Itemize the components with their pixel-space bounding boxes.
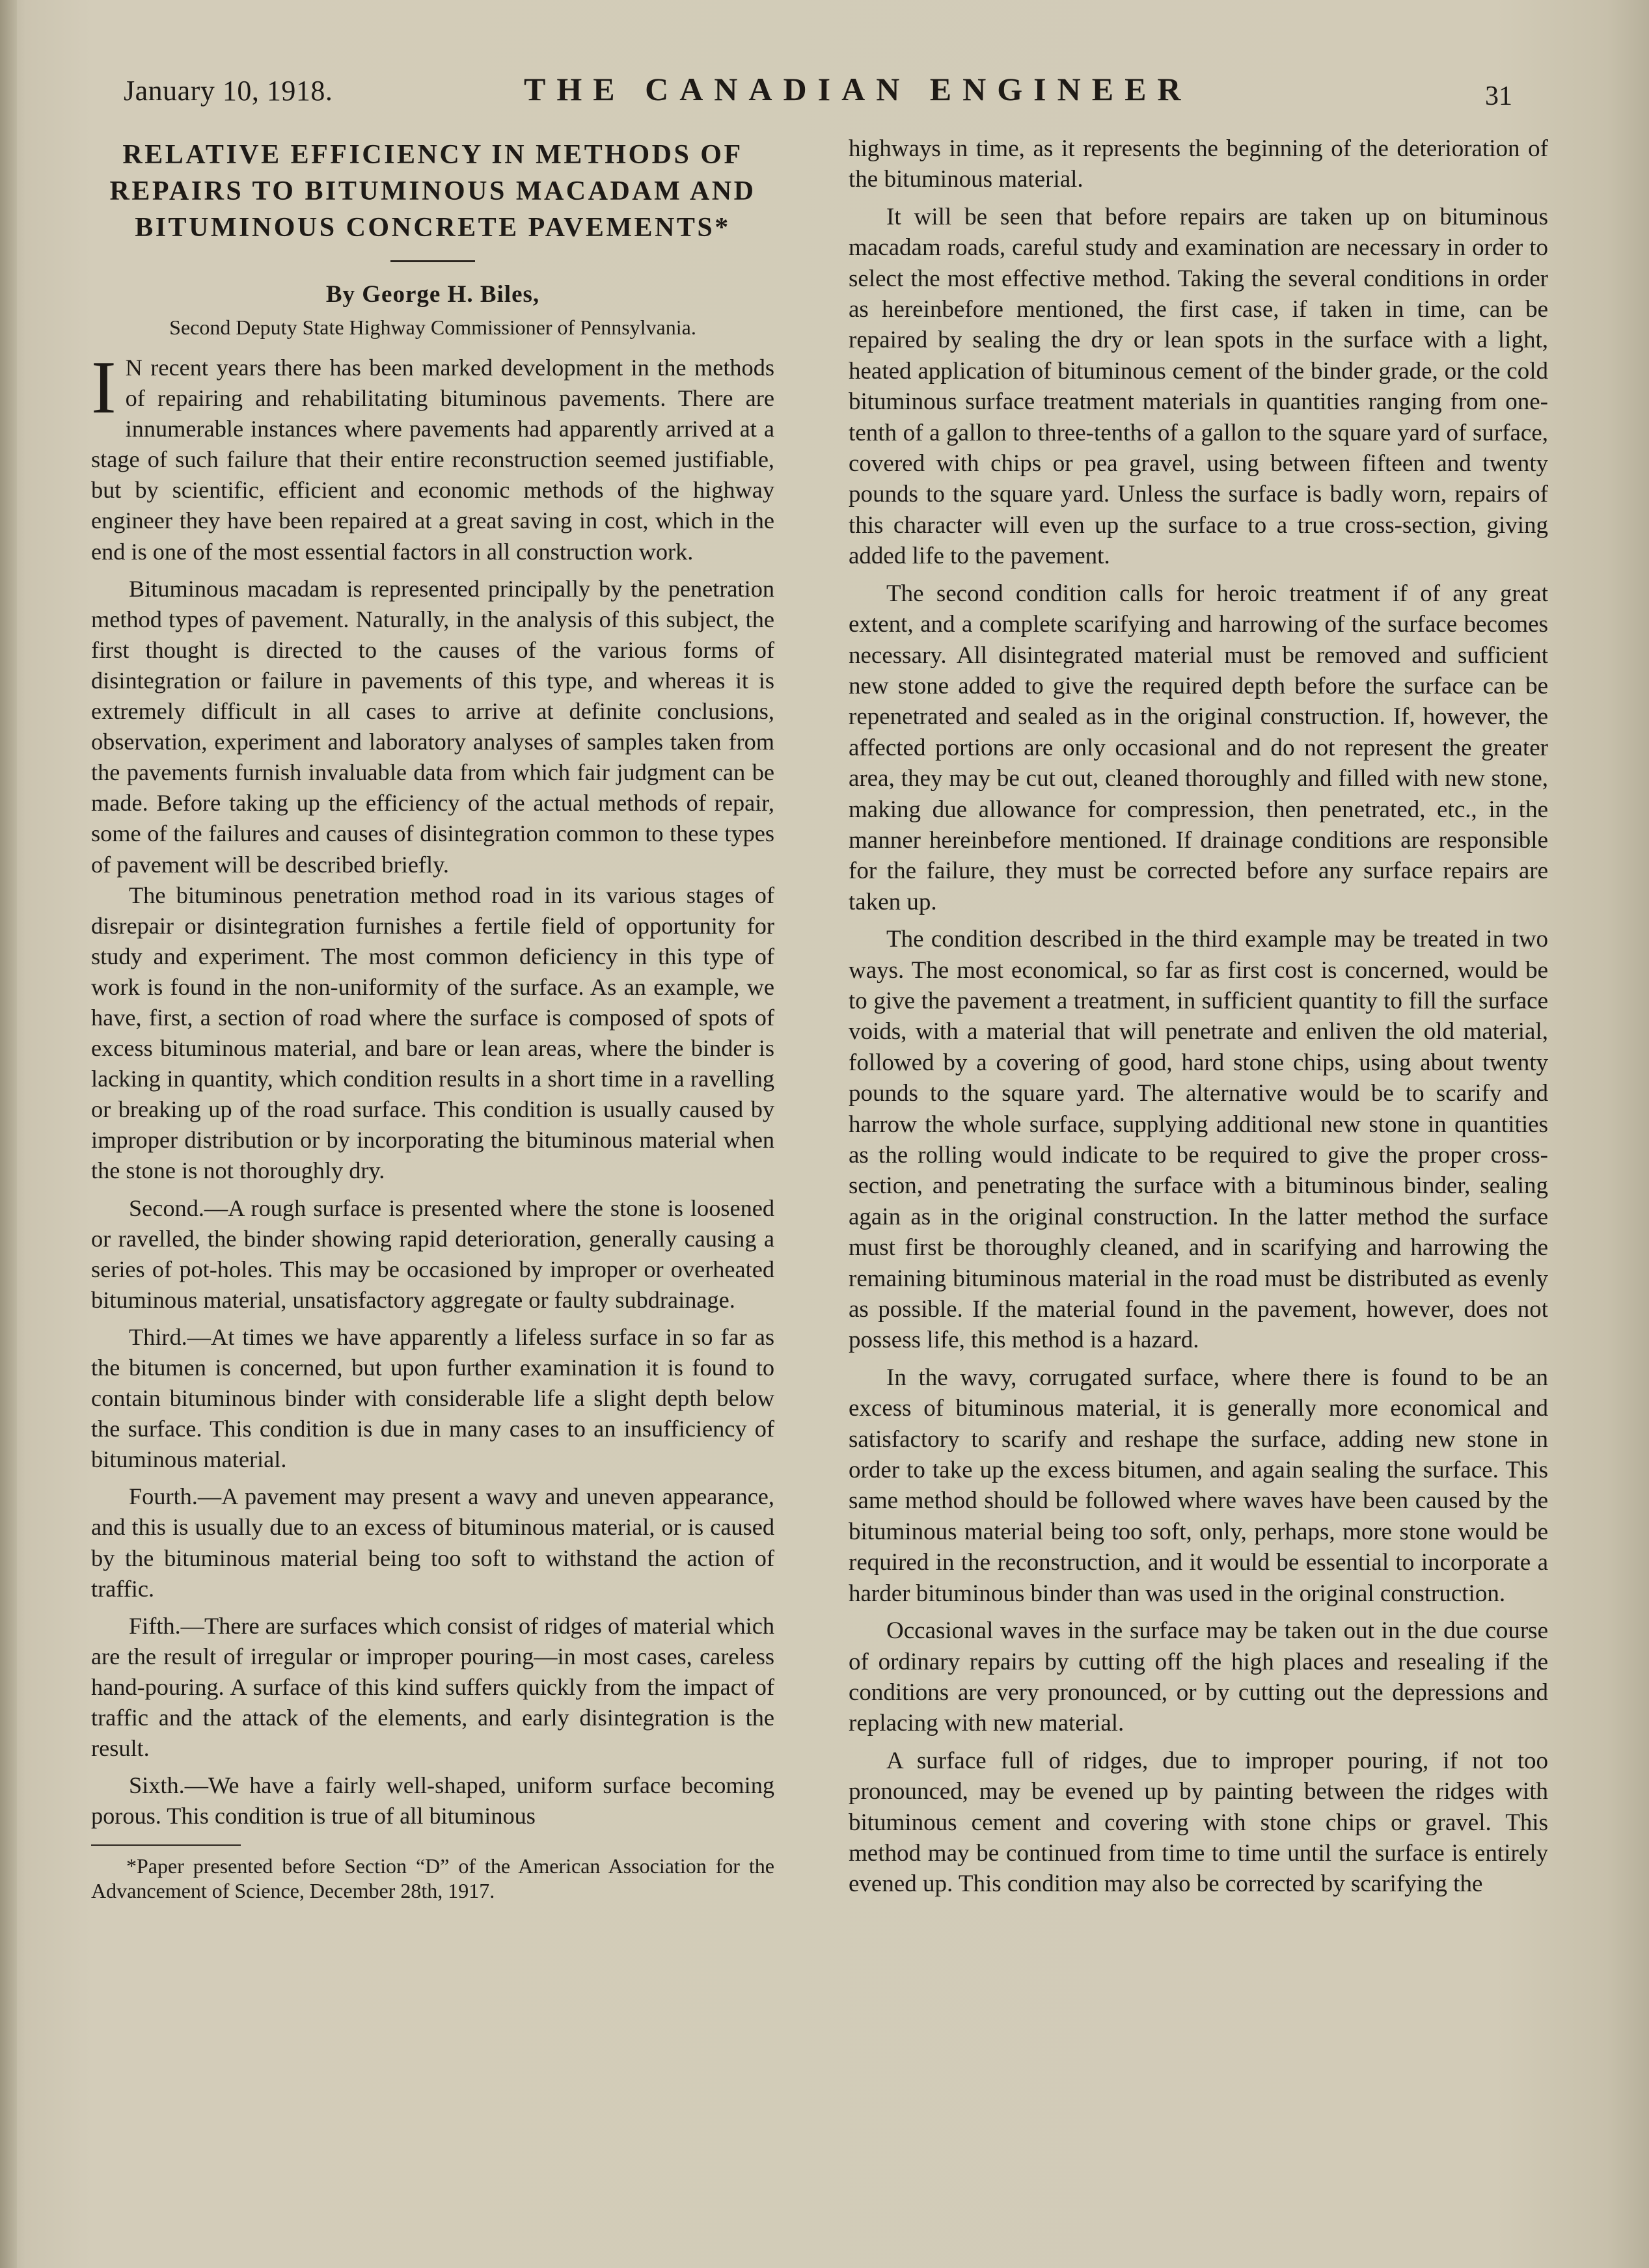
right-column	[849, 133, 1548, 1900]
paragraph: The condition described in the third example may be treated in two ways. The most economical, so far as first cost is concerned, would be to give the pavement a treatment, in sufficient quantity to fill the surface voids, with a material that will penetrate and enliven the old material, followed by a covering of good, hard stone chips, using about twenty pounds to the square yard. The alternative would be to scarify and harrow the whole surface, supplying additional new stone in quantities as the rolling would indicate to be required to give the proper cross-section, and penetrating the surface with a bituminous binder, sealing again as in the original construction. In the latter method the surface must first be thoroughly cleaned, and in scarifying and harrowing the remaining bituminous material in the road must be distributed as evenly as possible. If the material found in the pavement, however, does not possess life, this method is a hazard.	[849, 926, 1548, 1354]
paragraph: It will be seen that before repairs are taken up on bituminous macadam roads, careful study and examination are necessary in order to select the most effective method. Taking the several conditions in order as hereinbefore mentioned, the first case, if taken in time, can be repaired by sealing the dry or lean spots in the surface with a light, heated application of bituminous cement of the binder grade, or the cold bituminous surface treatment materials in quantities ranging from one-tenth of a gallon to three-tenths of a gallon to the square yard of surface, covered with chips or pea gravel, using between fifteen and twenty pounds to the square yard. Unless the surface is badly worn, repairs of this character will even up the surface to a true cross-section, giving added life to the pavement.	[849, 203, 1548, 570]
paragraph: Fifth.—There are surfaces which consist of ridges of material which are the result of irregular or improper pouring—in most cases, careless hand-pouring. A surface of this kind suffers quickly from the impact of traffic and the attack of the elements, and early disintegration is the result.	[91, 1612, 774, 1762]
paragraph: A surface full of ridges, due to improper pouring, if not too pronounced, may be evened up by painting between the ridges with bituminous cement and covering with stone chips or gravel. This method may be continued from time to time until the surface is entirely evened up. This condition may also be corrected by scarifying the	[849, 1747, 1548, 1898]
article-title: RELATIVE EFFICIENCY IN METHODS OF REPAIRS TO BITUMINOUS MACADAM AND BITUMINOUS CONCRETE PAVEMENTS*	[109, 140, 756, 243]
paragraph: Fourth.—A pavement may present a wavy and uneven appearance, and this is usually due to an excess of bituminous material, or is caused by the bituminous material being too soft to withstand the action of traffic.	[91, 1483, 774, 1602]
paragraph: Third.—At times we have apparently a lifeless surface in so far as the bitumen is concerned, but upon further examination it is found to contain bituminous binder with considerable life a slight depth below the surface. This condition is due in many cases to an insufficiency of bituminous material.	[91, 1323, 774, 1473]
paragraph: The second condition calls for heroic treatment if of any great extent, and a complete scarifying and harrowing of the surface becomes necessary. All disintegrated material must be removed and sufficient new stone added to give the required depth before the surface can be repenetrated and sealed as in the original construction. If, however, the affected portions are only occasional and do not represent the greater area, they may be cut out, cleaned thoroughly and filled with new stone, making due allowance for compression, then penetrated, etc., in the manner hereinbefore mentioned. If drainage conditions are responsible for the failure, they must be corrected before any surface repairs are taken up.	[849, 580, 1548, 915]
author-byline: By George H. Biles,	[325, 281, 540, 308]
opening-paragraph	[91, 346, 774, 567]
footnote: *Paper presented before Section “D” of the American Association for the Advancement of Science, December 28th, 1917.	[91, 1854, 774, 1903]
paragraph: In the wavy, corrugated surface, where there is found to be an excess of bituminous material, it is generally more economical and satisfactory to scarify and reshape the surface, adding new stone in order to take up the excess bitumen, and again sealing the surface. This same method should be followed where waves have been caused by the bituminous material being too soft, only, perhaps, more stone would be required in the reconstruction, and it would be essential to incorporate a harder bituminous binder than was used in the original construction.	[849, 1364, 1548, 1607]
issue-date: January 10, 1918.	[124, 75, 333, 107]
paragraph: Second.—A rough surface is presented where the stone is loosened or ravelled, the binder showing rapid deterioration, generally causing a series of pot-holes. This may be occasioned by improper or overheated bituminous material, unsatisfactory aggregate or faulty subdrainage.	[91, 1195, 774, 1313]
author-affiliation: Second Deputy State Highway Commissioner of Pennsylvania.	[169, 316, 696, 339]
paragraph: Sixth.—We have a fairly well-shaped, uniform surface becoming porous. This condition is true of all bituminous	[91, 1772, 774, 1829]
paragraph: Occasional waves in the surface may be taken out in the due course of ordinary repairs by cutting off the high places and resealing if the conditions are very pronounced, or by cutting out the depressions and replacing with new material.	[849, 1617, 1548, 1737]
title-rule	[390, 260, 475, 262]
paragraph: The bituminous penetration method road in its various stages of disrepair or disintegration furnishes a fertile field of opportunity for study and experiment. The most common deficiency in this type of work is found in the non-uniformity of the surface. As an example, we have, first, a section of road where the surface is composed of spots of excess bituminous material, and bare or lean areas, where the binder is lacking in quantity, which condition results in a short time in a ravelling or breaking up of the road surface. This condition is usually caused by improper distribution or by incorporating the bituminous material when the stone is not thoroughly dry.	[91, 882, 774, 1184]
left-column	[91, 137, 774, 1903]
journal-title: THE CANADIAN ENGINEER	[524, 71, 1192, 107]
paragraph: Bituminous macadam is represented principally by the penetration method types of pavement. Naturally, in the analysis of this subject, the first thought is directed to the causes of the various forms of disintegration or failure in pavements of this type, and whereas it is extremely difficult in all cases to arrive at definite conclusions, observation, experiment and laboratory analyses of samples taken from the pavements furnish invaluable data from which fair judgment can be made. Before taking up the efficiency of the actual methods of repair, some of the failures and causes of disintegration common to these types of pavement will be described briefly.	[91, 575, 774, 878]
drop-cap: I	[91, 346, 116, 429]
page-number: 31	[1485, 81, 1512, 111]
footnote-rule	[91, 1844, 241, 1846]
running-header	[124, 65, 1555, 117]
binding-edge	[0, 0, 17, 2268]
continued-paragraph: highways in time, as it represents the beginning of the deterioration of the bituminous material.	[849, 135, 1548, 193]
opening-text: N recent years there has been marked development in the methods of repairing and rehabilitating bituminous pavements. There are innumerable instances where pavements had apparently arrived at a stage of such failure that their entire reconstruction seemed justifiable, but by scientific, efficient and economic methods of the highway engineer they have been repaired at a great saving in cost, which in the end is one of the most essential factors in all construction work.	[91, 355, 774, 565]
